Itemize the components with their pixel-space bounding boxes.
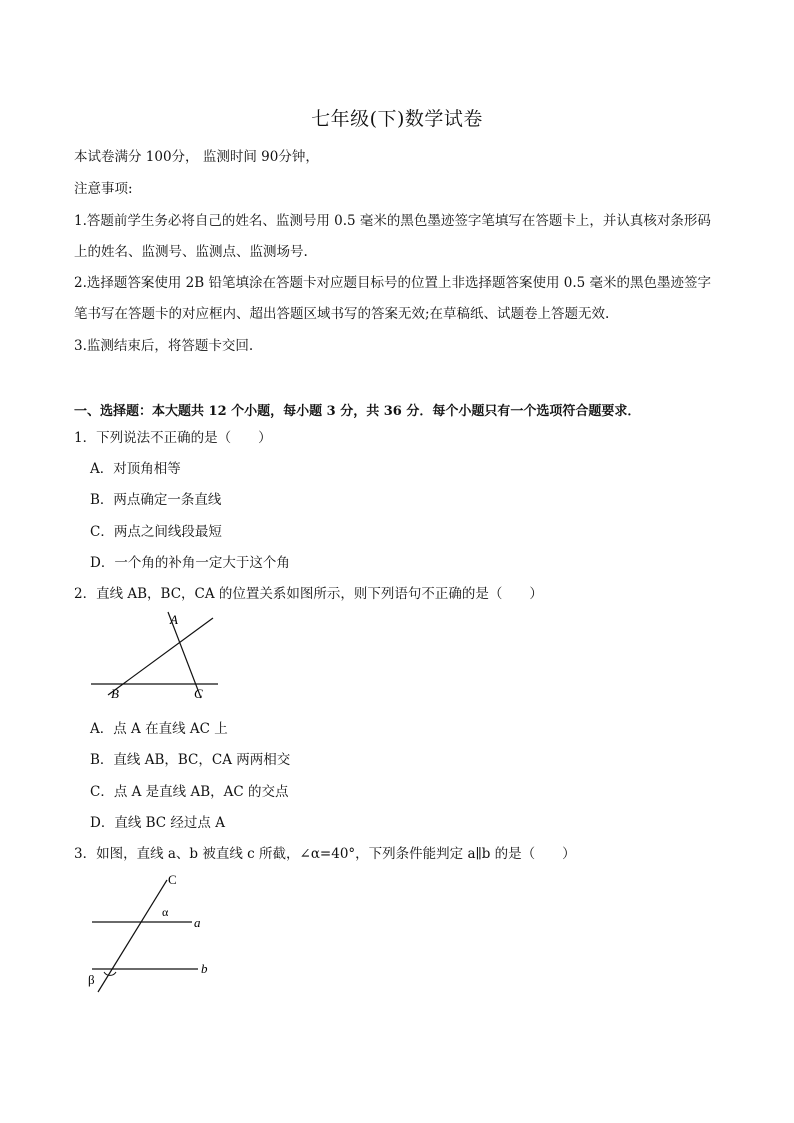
q3-figure xyxy=(84,868,224,993)
note-1-line-1: 1.答题前学生务必将自己的姓名、监测号用 0.5 毫米的黑色墨迹签字笔填写在答题卡上，并认真核对条形码 xyxy=(74,213,711,229)
q2-option-c: C．点 A 是直线 AB，AC 的交点 xyxy=(90,784,289,800)
page-title: 七年级(下)数学试卷 xyxy=(311,108,483,130)
q1-stem: 1．下列说法不正确的是（ ） xyxy=(74,430,272,446)
q3-stem: 3．如图，直线 a、b 被直线 c 所截，∠α=40°，下列条件能判定 a∥b 的是（ ） xyxy=(74,846,576,862)
q2-figure xyxy=(88,610,223,702)
score-time-text: 本试卷满分 100分， 监测时间 90分钟， xyxy=(74,149,319,165)
notice-heading: 注意事项: xyxy=(74,181,133,197)
q2-stem: 2．直线 AB，BC，CA 的位置关系如图所示，则下列语句不正确的是（ ） xyxy=(74,586,543,602)
note-2-line-2: 笔书写在答题卡的对应框内、超出答题区域书写的答案无效;在草稿纸、试题卷上答题无效. xyxy=(74,306,610,322)
note-2-line-1: 2.选择题答案使用 2B 铅笔填涂在答题卡对应题目标号的位置上非选择题答案使用 0.5 毫米的黑色墨迹签字 xyxy=(74,275,712,291)
q2-option-a: A．点 A 在直线 AC 上 xyxy=(90,721,228,737)
label-beta: β xyxy=(88,972,95,987)
label-alpha: α xyxy=(162,905,169,919)
q1-option-a: A．对顶角相等 xyxy=(90,461,181,477)
label-a: a xyxy=(194,915,201,930)
q2-option-d: D．直线 BC 经过点 A xyxy=(90,815,225,831)
label-b: b xyxy=(201,961,208,976)
label-c: C xyxy=(168,872,177,887)
q1-option-c: C．两点之间线段最短 xyxy=(90,524,222,540)
section-1-heading: 一、选择题：本大题共 12 个小题，每小题 3 分，共 36 分．每个小题只有一个选项符合题要求． xyxy=(74,404,641,419)
label-b: B xyxy=(111,686,119,701)
q1-option-d: D．一个角的补角一定大于这个角 xyxy=(90,555,290,571)
note-3: 3.监测结束后，将答题卡交回. xyxy=(74,338,254,354)
label-a: A xyxy=(170,612,178,627)
q1-option-b: B．两点确定一条直线 xyxy=(90,492,222,508)
note-1-line-2: 上的姓名、监测号、监测点、监测场号. xyxy=(74,244,308,260)
q2-option-b: B．直线 AB，BC，CA 两两相交 xyxy=(90,752,291,768)
label-c: C xyxy=(194,686,203,701)
